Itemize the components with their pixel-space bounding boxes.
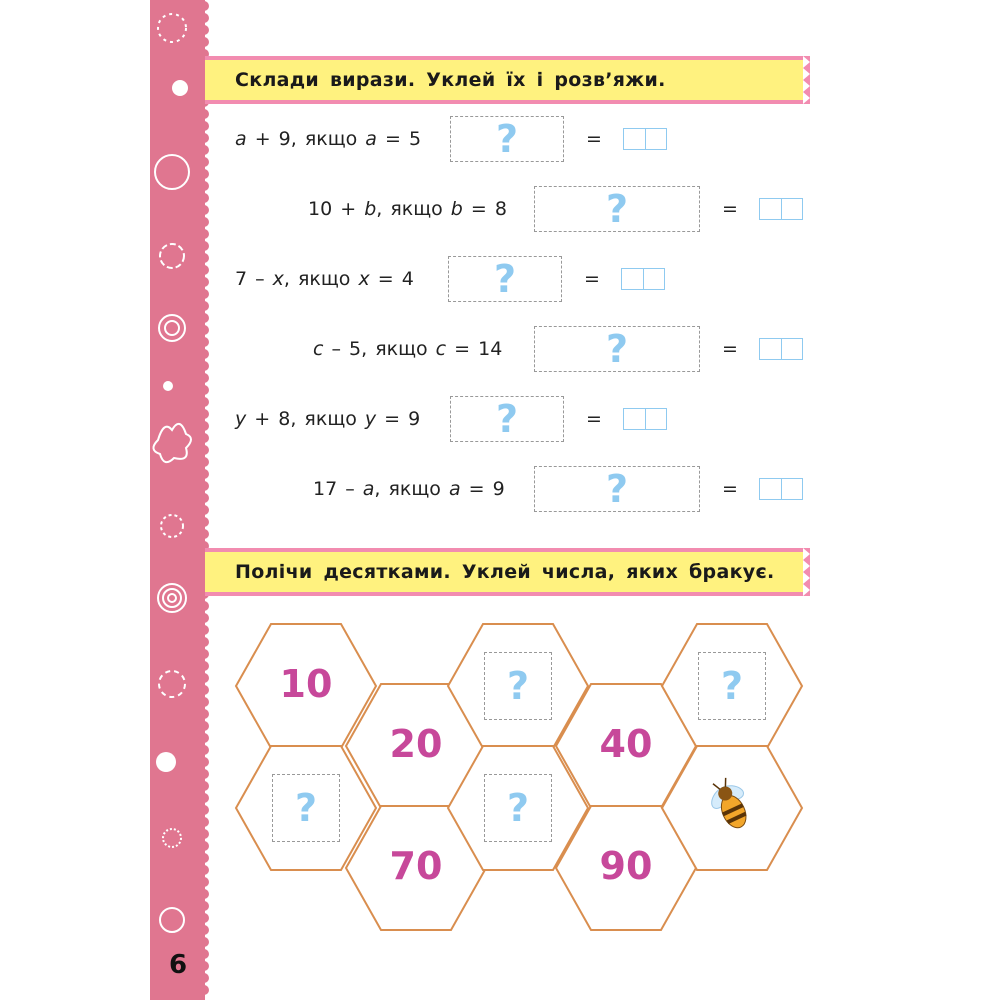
hex-number: 10 — [279, 662, 333, 706]
expression-value: = 4 — [369, 268, 414, 290]
variable-name: x — [358, 268, 370, 290]
task1-title: Склади вирази. Уклей їх і розв’яжи. — [235, 69, 666, 91]
question-mark: ? — [493, 257, 517, 301]
expression-middle: , якщо — [283, 268, 359, 290]
expression-prefix: 7 – — [235, 268, 273, 290]
expression-value: = 8 — [462, 198, 507, 220]
variable-name: x — [272, 268, 284, 290]
variable-name: y — [364, 408, 377, 430]
variable-name: a — [448, 478, 461, 500]
hex-number: 20 — [389, 722, 443, 766]
variable-name: c — [313, 338, 324, 360]
expression-middle: + 9, якщо — [246, 128, 366, 150]
hex-number: 70 — [389, 844, 443, 888]
expression-value: = 14 — [446, 338, 503, 360]
expression-middle: , якщо — [374, 478, 449, 500]
expression-value: = 9 — [460, 478, 505, 500]
page-number: 6 — [168, 950, 188, 980]
equals-sign: = — [586, 408, 602, 430]
hex-number: 40 — [599, 722, 653, 766]
hex-number: 90 — [599, 844, 653, 888]
question-mark: ? — [495, 397, 519, 441]
variable-name: a — [362, 478, 375, 500]
task2-title: Полічи десятками. Уклей числа, яких бракує. — [235, 561, 775, 583]
variable-name: b — [450, 198, 463, 220]
equals-sign: = — [722, 338, 738, 360]
expression-middle: – 5, якщо — [323, 338, 436, 360]
expression-middle: , якщо — [376, 198, 451, 220]
variable-name: a — [235, 128, 247, 150]
variable-name: a — [365, 128, 377, 150]
missing-number-slot[interactable] — [484, 652, 552, 720]
equals-sign: = — [722, 478, 738, 500]
missing-number-slot[interactable] — [484, 774, 552, 842]
variable-name: b — [364, 198, 377, 220]
expression-value: = 9 — [376, 408, 421, 430]
question-mark: ? — [605, 187, 629, 231]
question-mark: ? — [294, 786, 318, 830]
expression-middle: + 8, якщо — [246, 408, 365, 430]
expression-prefix: 10 + — [308, 198, 365, 220]
expression-prefix: 17 – — [313, 478, 363, 500]
equals-sign: = — [586, 128, 602, 150]
expression-value: = 5 — [376, 128, 422, 150]
missing-number-slot[interactable] — [272, 774, 340, 842]
equals-sign: = — [722, 198, 738, 220]
question-mark: ? — [605, 467, 629, 511]
question-mark: ? — [720, 664, 744, 708]
missing-number-slot[interactable] — [698, 652, 766, 720]
equals-sign: = — [584, 268, 600, 290]
question-mark: ? — [506, 786, 530, 830]
question-mark: ? — [506, 664, 530, 708]
question-mark: ? — [495, 117, 519, 161]
question-mark: ? — [605, 327, 629, 371]
variable-name: y — [235, 408, 247, 430]
variable-name: c — [435, 338, 447, 360]
